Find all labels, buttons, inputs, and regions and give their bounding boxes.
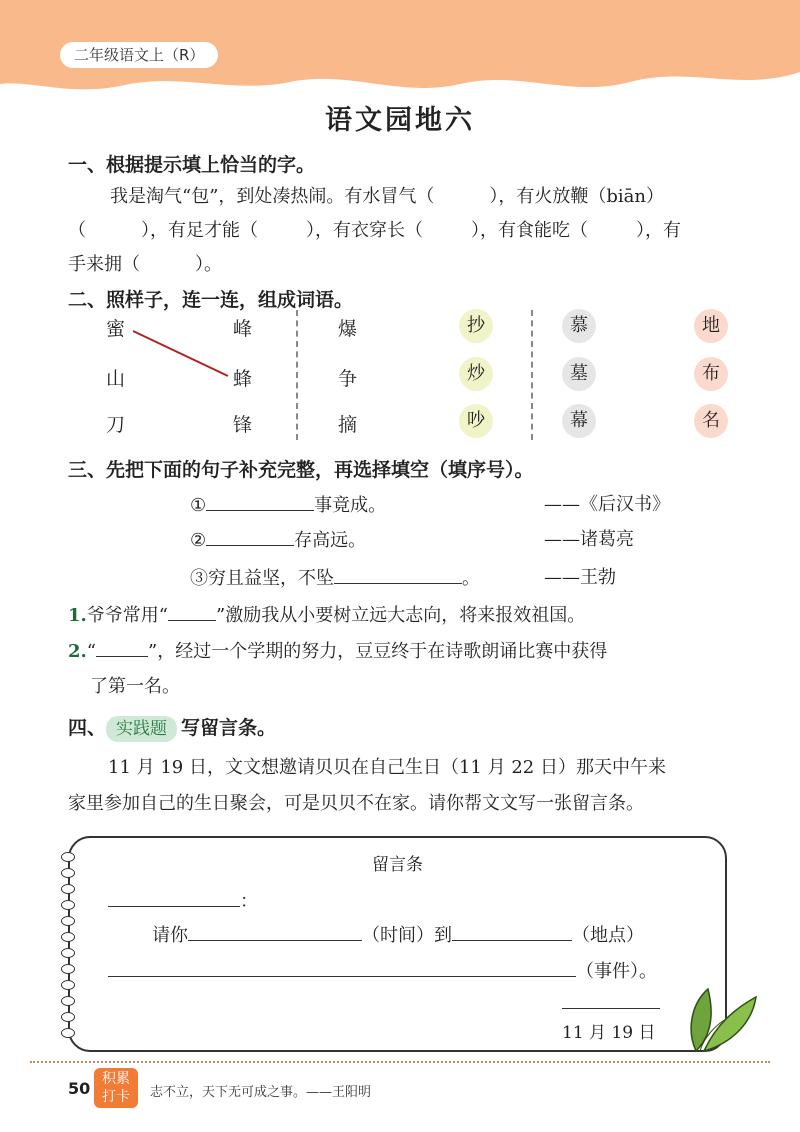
s1-text: ），有衣穿长（ [306, 220, 423, 241]
question-number: 2. [68, 640, 87, 662]
proverb-1 [190, 490, 386, 517]
proverb-1-source: ——《后汉书》 [544, 494, 670, 515]
note-salutation [108, 886, 258, 913]
divider [531, 310, 533, 440]
g2-left-char[interactable]: 摘 [338, 414, 358, 436]
proverb-text: 。 [462, 567, 480, 589]
proverb-blank[interactable] [206, 525, 294, 546]
binder-ring [61, 996, 75, 1006]
g2-left-char[interactable]: 争 [338, 368, 358, 390]
g2-right-char[interactable]: 吵 [459, 404, 493, 438]
binder-ring [61, 932, 75, 942]
section3-heading: 三、先把下面的句子补充完整，再选择填空（填序号）。 [68, 459, 534, 481]
proverb-2-source: ——诸葛亮 [544, 529, 634, 550]
g1-left-char[interactable]: 山 [106, 368, 126, 390]
binder-ring [61, 964, 75, 974]
section4-heading [68, 713, 276, 742]
question-blank[interactable] [96, 636, 148, 657]
s1-text: 手来拥（ [68, 254, 140, 275]
section4-prefix: 四、 [68, 717, 107, 739]
leaves-decoration [682, 985, 762, 1055]
binder-ring [61, 916, 75, 926]
s1-text: ），有食能吃（ [471, 220, 588, 241]
task-line-2: 家里参加自己的生日聚会，可是贝贝不在家。请你帮文文写一张留言条。 [68, 793, 644, 814]
g1-right-char[interactable]: 锋 [233, 414, 253, 436]
g1-right-char[interactable]: 蜂 [233, 368, 253, 390]
proverb-blank[interactable] [206, 490, 314, 511]
note-text: （事件）。 [576, 960, 657, 982]
question-2 [68, 636, 768, 663]
s1-text: 我是淘气“包”，到处凑热闹。有水冒气（ [110, 186, 435, 207]
g1-left-char[interactable]: 刀 [106, 414, 126, 436]
question-number: 1. [68, 604, 87, 626]
footer-quote: 志不立，天下无可成之事。——王阳明 [150, 1085, 372, 1100]
question-text: ”，经过一个学期的努力，豆豆终于在诗歌朗诵比赛中获得 [148, 640, 608, 662]
divider [296, 310, 298, 440]
note-colon: ： [240, 890, 258, 912]
g1-left-char[interactable]: 蜜 [106, 318, 126, 340]
event-blank[interactable] [108, 956, 576, 977]
proverb-mark: ② [190, 529, 207, 551]
s1-text: ）。 [195, 254, 222, 275]
task-line-1: 11 月 19 日，文文想邀请贝贝在自己生日（11 月 22 日）那天中午来 [108, 757, 666, 778]
binder-ring [61, 980, 75, 990]
binder-ring [61, 1012, 75, 1022]
message-note-card [68, 836, 727, 1052]
s1-text: ），有 [636, 220, 681, 241]
practice-tag: 实践题 [106, 716, 177, 742]
binder-ring [61, 884, 75, 894]
s1-text: ），有火放鞭（biān） [489, 186, 665, 207]
g3-right-char[interactable]: 地 [694, 309, 728, 343]
badge-text: 积累 [102, 1071, 130, 1087]
note-text: （地点） [572, 924, 644, 946]
recipient-blank[interactable] [108, 886, 240, 907]
signature-line[interactable] [562, 1008, 660, 1009]
question-blank[interactable] [168, 600, 216, 621]
section2-heading: 二、照样子，连一连，组成词语。 [68, 289, 354, 311]
note-line-1 [152, 920, 644, 947]
note-title: 留言条 [372, 855, 423, 875]
g3-left-char[interactable]: 幕 [562, 404, 596, 438]
page-number: 50 [68, 1079, 91, 1098]
g3-right-char[interactable]: 布 [694, 357, 728, 391]
proverb-text: ③穷且益坚，不坠 [190, 567, 334, 589]
note-date: 11 月 19 日 [562, 1023, 656, 1043]
g3-left-char[interactable]: 慕 [562, 309, 596, 343]
accumulate-checkin-badge [94, 1068, 138, 1108]
s1-text: ），有足才能（ [141, 220, 258, 241]
s1-text: （ [68, 220, 86, 241]
binder-ring [61, 900, 75, 910]
time-blank[interactable] [188, 920, 362, 941]
g3-right-char[interactable]: 名 [694, 404, 728, 438]
binder-ring [61, 948, 75, 958]
question-text: “ [86, 640, 96, 662]
proverb-text: 事竟成。 [314, 494, 387, 516]
question-2-cont: 了第一名。 [90, 676, 180, 697]
book-tag: 二年级语文上（R） [60, 42, 218, 68]
g1-right-char[interactable]: 峰 [233, 318, 253, 340]
g2-right-char[interactable]: 抄 [459, 309, 493, 343]
section4-title: 写留言条。 [181, 717, 277, 739]
badge-text: 打卡 [102, 1089, 130, 1105]
question-text: ”激励我从小要树立远大志向，将来报效祖国。 [216, 604, 586, 626]
section1-heading: 一、根据提示填上恰当的字。 [68, 154, 316, 176]
question-text: 爷爷常用“ [86, 604, 168, 626]
proverb-blank[interactable] [334, 563, 462, 584]
proverb-3 [190, 563, 480, 590]
binder-ring [61, 1028, 75, 1038]
note-text: （时间）到 [362, 924, 452, 946]
proverb-mark: ① [190, 494, 207, 516]
g2-right-char[interactable]: 炒 [459, 357, 493, 391]
proverb-2 [190, 525, 366, 552]
g3-left-char[interactable]: 墓 [562, 357, 596, 391]
proverb-text: 存高远。 [294, 529, 367, 551]
page-title: 语文园地六 [325, 105, 475, 136]
note-line-2 [108, 956, 657, 983]
g2-left-char[interactable]: 爆 [338, 318, 358, 340]
question-1 [68, 600, 768, 627]
note-text: 请你 [152, 924, 188, 946]
proverb-3-source: ——王勃 [544, 567, 616, 588]
place-blank[interactable] [452, 920, 572, 941]
footer-divider [30, 1061, 770, 1063]
